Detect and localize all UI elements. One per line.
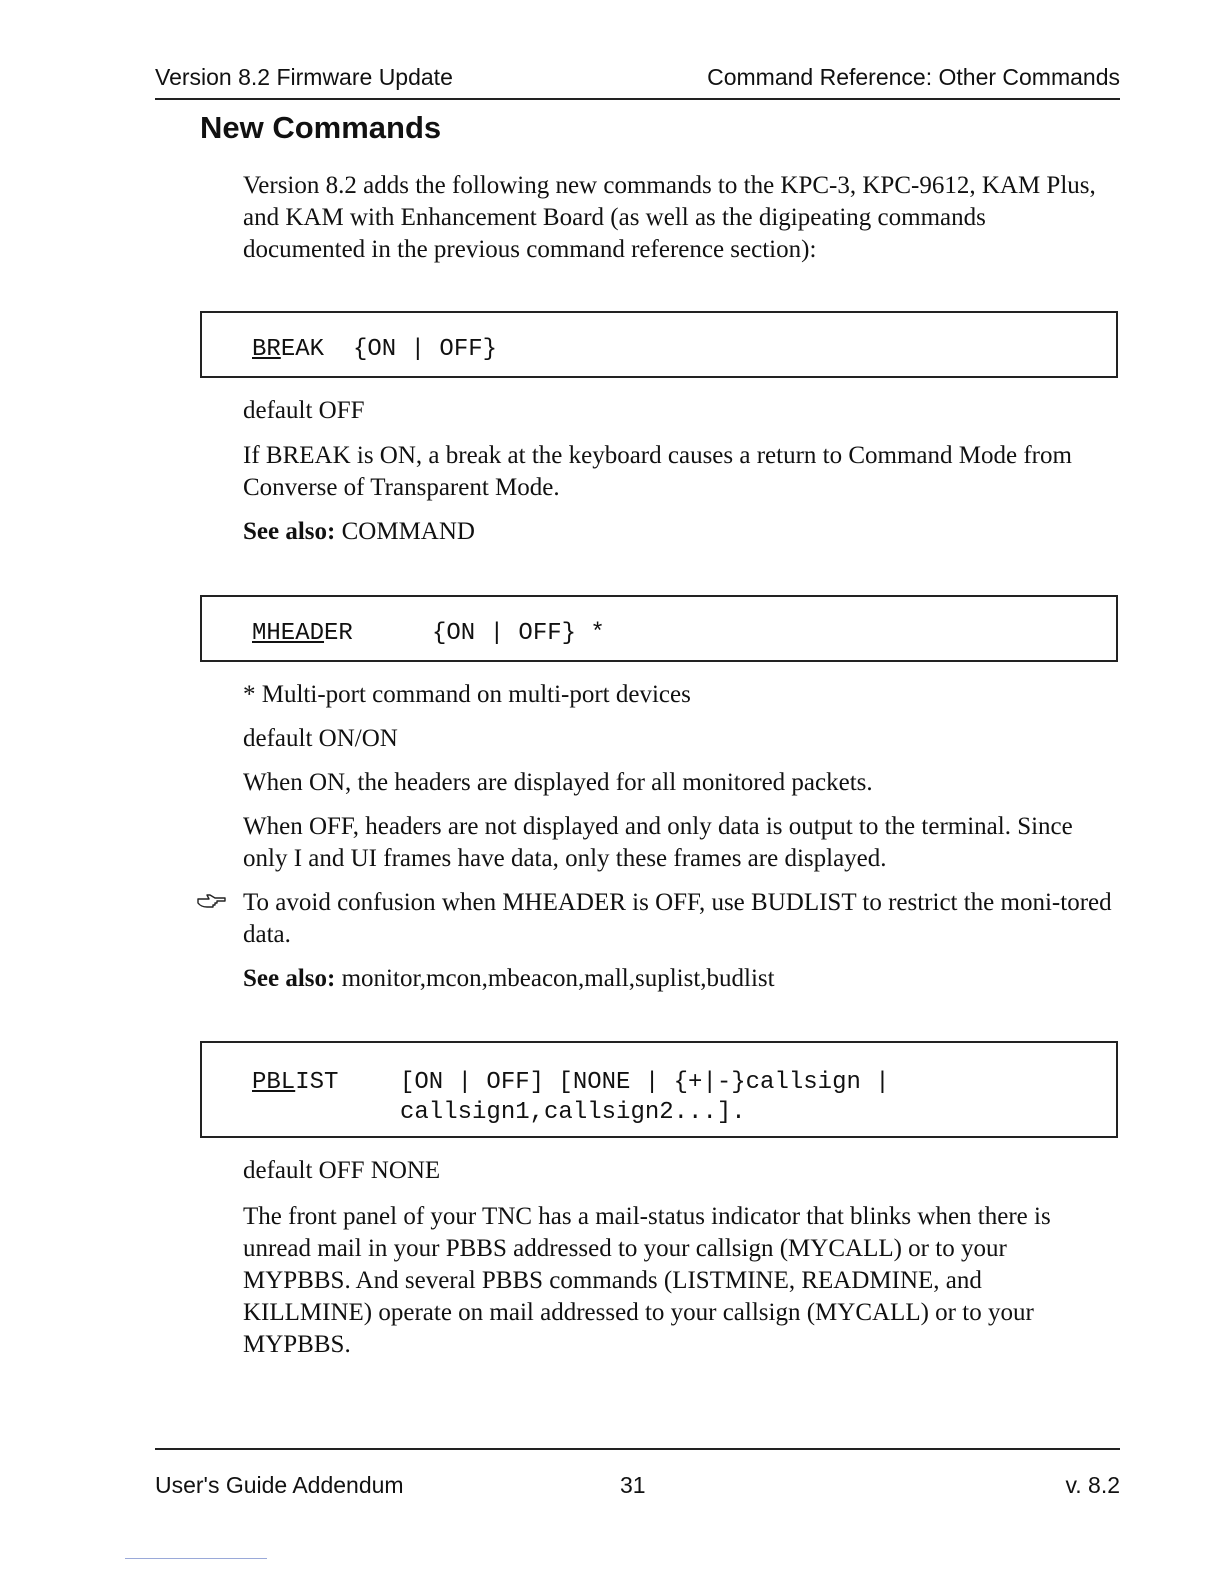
break-name-rest: EAK (280, 336, 325, 363)
intro-paragraph (243, 170, 1113, 266)
break-default: default OFF (243, 397, 365, 424)
mheader-abbrev: MHEAD (252, 620, 325, 647)
scan-artifact-line (125, 1558, 267, 1559)
page-number: 31 (620, 1472, 646, 1498)
pblist-name-rest: IST (295, 1069, 339, 1096)
pblist-syntax-line1: [ON | OFF] [NONE | {+|-}callsign | (400, 1069, 890, 1096)
mheader-description-off: When OFF, headers are not displayed and only data is output to the terminal. Since only I and UI frames have data, only these frames are displayed. (243, 813, 1073, 872)
mheader-see-also (243, 963, 1113, 995)
mheader-syntax: {ON | OFF} * (432, 620, 605, 647)
mheader-name-rest: ER (324, 620, 353, 647)
break-syntax: {ON | OFF} (353, 336, 498, 363)
mheader-note: * Multi-port command on multi-port devices (243, 681, 691, 708)
pointing-hand-icon (197, 892, 227, 916)
mheader-command-box (200, 595, 1118, 662)
footer-rule (155, 1448, 1120, 1450)
pblist-abbrev: PBL (252, 1069, 296, 1096)
pblist-description: The front panel of your TNC has a mail-status indicator that blinks when there is unread mail in your PBBS addressed to your callsign (MYCALL) or to your MYPBBS. And several PBBS commands (LISTMINE, READMINE, and KILLMINE) operate on mail addressed to your callsign (MYCALL) or to your MYPBBS. (243, 1203, 1051, 1358)
footer-left: User's Guide Addendum (155, 1472, 404, 1498)
footer-right: v. 8.2 (1065, 1472, 1120, 1498)
break-description: If BREAK is ON, a break at the keyboard causes a return to Command Mode from Converse of Transparent Mode. (243, 442, 1072, 501)
mheader-tip: To avoid confusion when MHEADER is OFF, use BUDLIST to restrict the moni-tored data. (243, 889, 1112, 948)
mheader-see-also-value: monitor,mcon,mbeacon,mall,suplist,budlist (335, 965, 775, 992)
mheader-description-on: When ON, the headers are displayed for all monitored packets. (243, 769, 873, 796)
pblist-command-name (252, 1069, 338, 1096)
mheader-details (243, 679, 1113, 995)
pblist-syntax-line2: callsign1,callsign2...]. (400, 1099, 746, 1126)
section-title: New Commands (200, 110, 442, 145)
mheader-command-name (252, 620, 353, 647)
break-command-name (252, 336, 324, 363)
pblist-default: default OFF NONE (243, 1157, 441, 1184)
break-abbrev: BR (252, 336, 281, 363)
pblist-command-box (200, 1041, 1118, 1138)
header-rule (155, 98, 1120, 100)
intro-text: Version 8.2 adds the following new commands to the KPC-3, KPC-9612, KAM Plus, and KAM with Enhancement Board (as well as the digipeating commands documented in the previous command reference section): (243, 172, 1096, 263)
break-see-also-value: COMMAND (335, 518, 475, 545)
break-see-also (243, 516, 1113, 548)
break-see-also-label: See also: (243, 518, 336, 545)
pblist-details (243, 1155, 1113, 1361)
break-details (243, 395, 1113, 548)
running-header-right: Command Reference: Other Commands (707, 64, 1120, 90)
mheader-default: default ON/ON (243, 725, 398, 752)
mheader-see-also-label: See also: (243, 965, 336, 992)
running-header-left: Version 8.2 Firmware Update (155, 64, 453, 90)
break-command-box (200, 311, 1118, 378)
